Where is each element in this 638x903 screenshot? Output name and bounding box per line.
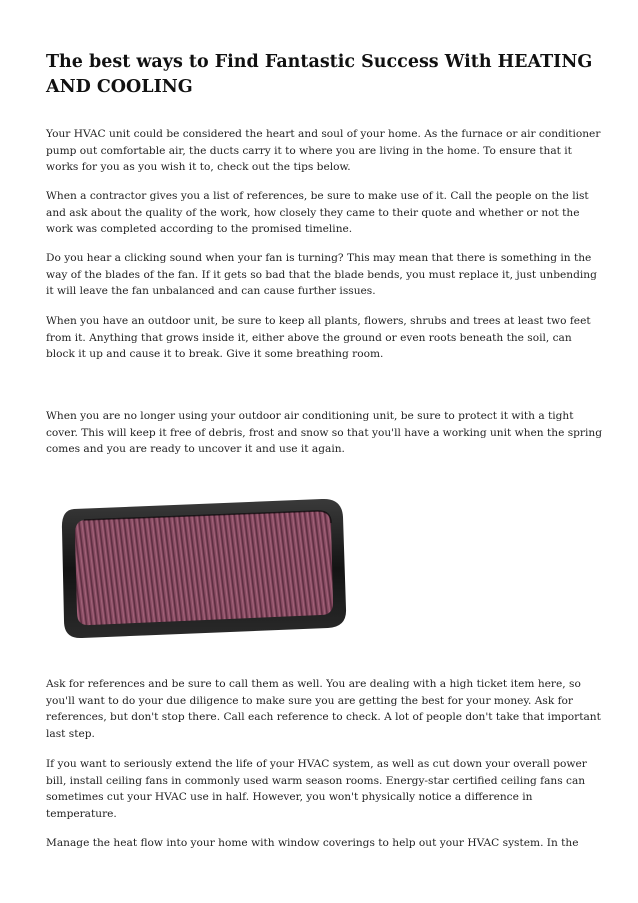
paragraph-references: When a contractor gives you a list of references, be sure to make use of it. Call the people on the list and ask about the quality of the work, how closely they came to their quote and whether or not the work was completed according to the promised timeline. <box>46 190 589 236</box>
paragraph-ceiling-fans: If you want to seriously extend the life of your HVAC system, as well as cut down your overall power bill, install ceiling fans in commonly used warm season rooms. Energy-star certified ceiling fans can sometimes cut your HVAC use in half. However, you won't physically notice a difference in temperature. <box>46 758 587 820</box>
paragraph-outdoor-unit: When you have an outdoor unit, be sure to keep all plants, flowers, shrubs and trees at least two feet from it. Anything that grows inside it, either above the ground or even roots beneath the soil, can block it up and cause it to break. Give it some breathing room. <box>46 315 591 361</box>
paragraph-intro: Your HVAC unit could be considered the heart and soul of your home. As the furnace or air conditioner pump out comfortable air, the ducts carry it to where you are living in the home. To ensure that it works for you as you wish it to, check out the tips below. <box>46 128 601 174</box>
air-filter-image <box>60 497 350 639</box>
paragraph-clicking-fan: Do you hear a clicking sound when your fan is turning? This may mean that there is something in the way of the blades of the fan. If it gets so bad that the blade bends, you must replace it, just unbending it will leave the fan unbalanced and can cause further issues. <box>46 252 597 298</box>
paragraph-cover-unit: When you are no longer using your outdoor air conditioning unit, be sure to protect it with a tight cover. This will keep it free of debris, frost and snow so that you'll have a working unit when the spring comes and you are ready to uncover it and use it again. <box>46 410 602 456</box>
paragraph-ask-references: Ask for references and be sure to call them as well. You are dealing with a high ticket item here, so you'll want to do your due diligence to make sure you are getting the best for your money. Ask for references, but don't stop there. Call each reference to check. A lot of people don't take that important last step. <box>46 678 601 740</box>
paragraph-window-coverings: Manage the heat flow into your home with window coverings to help out your HVAC system. In the <box>46 837 579 849</box>
document-title: The best ways to Find Fantastic Success With HEATING AND COOLING <box>46 52 593 97</box>
